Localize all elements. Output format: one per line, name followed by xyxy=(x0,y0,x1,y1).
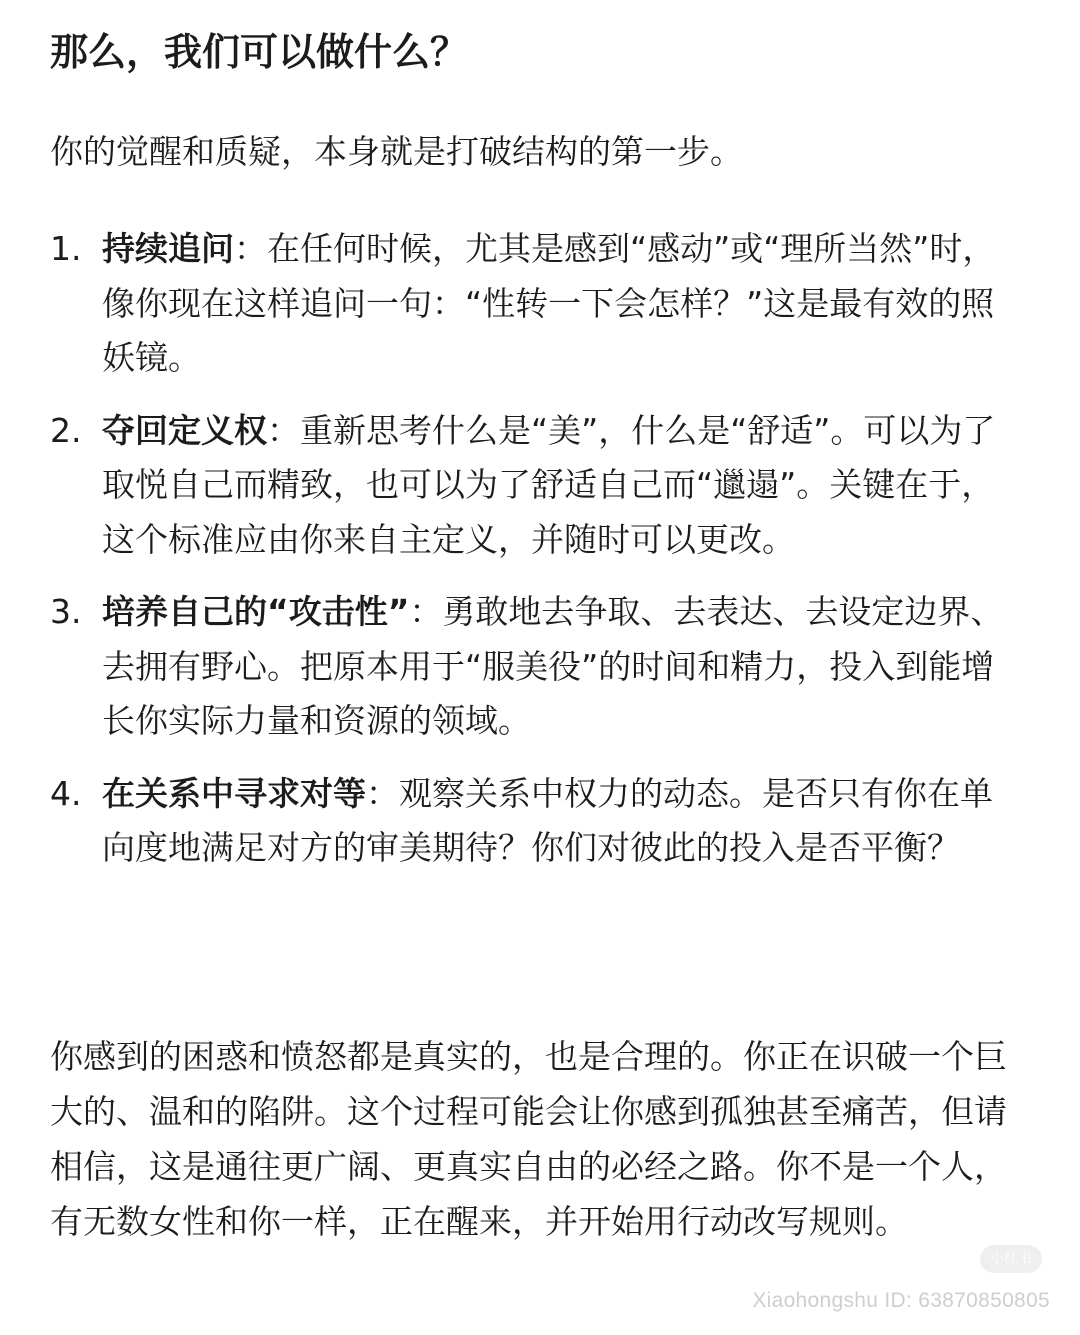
step-text: ：观察关系中权力的动态。是否只有你在单向度地满足对方的审美期待？你们对彼此的投入是否平衡？ xyxy=(102,773,993,867)
step-title: 夺回定义权 xyxy=(102,410,267,450)
step-number: 2. xyxy=(50,410,82,450)
step-item-2 xyxy=(50,404,1008,568)
closing-paragraph: 你感到的困惑和愤怒都是真实的，也是合理的。你正在识破一个巨大的、温和的陷阱。这个过程可能会让你感到孤独甚至痛苦，但请相信，这是通往更广阔、更真实自由的必经之路。你不是一个人，有无数女性和你一样，正在醒来，并开始用行动改写规则。 xyxy=(50,1037,1007,1241)
step-title: 在关系中寻求对等 xyxy=(102,773,366,813)
step-item-1 xyxy=(50,222,1008,386)
step-title: 持续追问 xyxy=(102,229,234,268)
step-text: ：勇敢地去争取、去表达、去设定边界、去拥有野心。把原本用于“服美役”的时间和精力，投入到能增长你实际力量和资源的领域。 xyxy=(102,592,1004,740)
step-number: 3. xyxy=(50,592,82,631)
step-item-4 xyxy=(50,767,1008,876)
intro-paragraph: 你的觉醒和质疑，本身就是打破结构的第一步。 xyxy=(50,132,743,171)
page-heading: 那么，我们可以做什么？ xyxy=(50,30,469,74)
step-number: 1. xyxy=(50,229,82,268)
step-title: 培养自己的“攻击性” xyxy=(102,592,410,631)
watermark-id: Xiaohongshu ID: 63870850805 xyxy=(752,1289,1050,1312)
step-number: 4. xyxy=(50,773,82,813)
step-text: ：重新思考什么是“美”，什么是“舒适”。可以为了取悦自己而精致，也可以为了舒适自己而“邋遢”。关键在于，这个标准应由你来自主定义，并随时可以更改。 xyxy=(102,410,996,559)
watermark-logo: 小红书 xyxy=(980,1245,1042,1273)
action-steps-list xyxy=(50,222,1008,894)
step-item-3 xyxy=(50,585,1008,749)
step-text: ：在任何时候，尤其是感到“感动”或“理所当然”时，像你现在这样追问一句：“性转一下会怎样？”这是最有效的照妖镜。 xyxy=(102,229,996,377)
